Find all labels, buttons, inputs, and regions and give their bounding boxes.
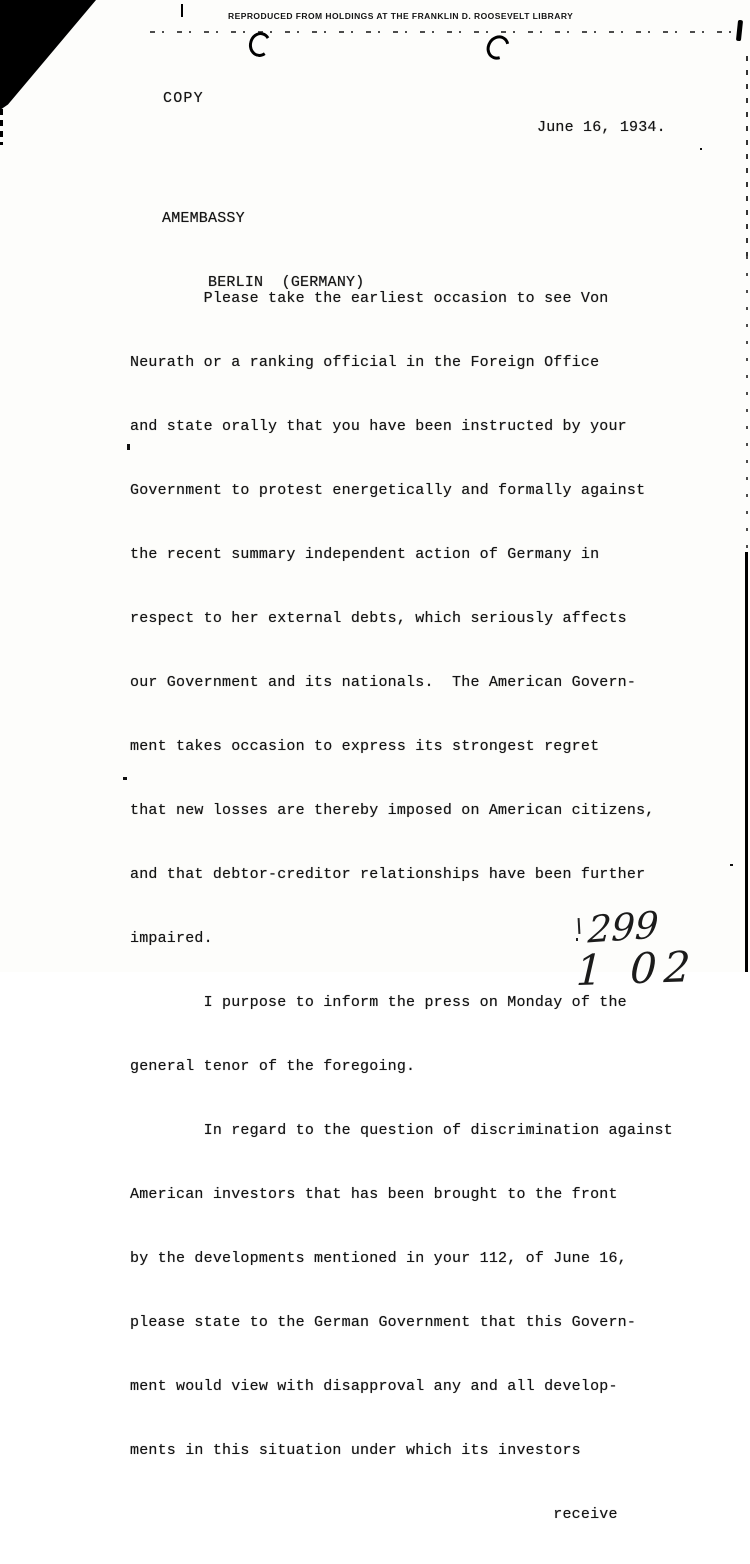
body-line: respect to her external debts, which seriously affects — [130, 610, 627, 627]
catchword-line: receive — [130, 1506, 618, 1523]
body-line: please state to the German Government that this Govern- — [130, 1314, 637, 1331]
body-line: by the developments mentioned in your 112, of June 16, — [130, 1250, 627, 1267]
body-line: ment would view with disapproval any and all develop- — [130, 1378, 618, 1395]
body-line: general tenor of the foregoing. — [130, 1058, 416, 1075]
body-line: that new losses are thereby imposed on American citizens, — [130, 802, 655, 819]
scan-speck — [700, 148, 702, 150]
page-edge-solid-line — [745, 552, 748, 972]
photocopy-corner-artifact — [0, 0, 100, 110]
scan-speck — [123, 777, 127, 780]
binder-ring-mark-right — [482, 31, 514, 64]
addressee-location: BERLIN (GERMANY) — [162, 274, 365, 291]
body-line: ment takes occasion to express its strongest regret — [130, 738, 600, 755]
page-edge-blob — [736, 20, 743, 41]
handwritten-dot — [576, 938, 578, 941]
body-line: impaired. — [130, 930, 213, 947]
binder-ring-mark-left — [247, 30, 274, 59]
letter-body — [130, 250, 673, 1564]
handwritten-partial-number: 1 02 — [575, 941, 699, 996]
stamp-tick-mark — [181, 4, 183, 17]
body-line: In regard to the question of discrimination against — [130, 1122, 673, 1139]
photocopy-edge-ticks — [0, 109, 3, 145]
body-line: American investors that has been brought to the front — [130, 1186, 618, 1203]
library-stamp: REPRODUCED FROM HOLDINGS AT THE FRANKLIN D. ROOSEVELT LIBRARY — [228, 11, 574, 21]
body-line: I purpose to inform the press on Monday of the — [130, 994, 627, 1011]
body-line: our Government and its nationals. The American Govern- — [130, 674, 637, 691]
body-line: Government to protest energetically and formally against — [130, 482, 646, 499]
body-line: Please take the earliest occasion to see Von — [130, 290, 609, 307]
body-line: and state orally that you have been instructed by your — [130, 418, 627, 435]
page-edge-dashes-top — [746, 56, 748, 256]
handwritten-page-number: 299 — [586, 903, 660, 952]
scan-speck — [730, 864, 733, 866]
body-line: Neurath or a ranking official in the Foreign Office — [130, 354, 600, 371]
addressee-name: AMEMBASSY — [162, 210, 245, 227]
body-line: the recent summary independent action of Germany in — [130, 546, 600, 563]
page-edge-dashes-mid — [746, 256, 748, 552]
body-line: and that debtor-creditor relationships have been further — [130, 866, 646, 883]
date-line: June 16, 1934. — [537, 119, 666, 136]
copy-label: COPY — [163, 90, 204, 107]
body-line: ments in this situation under which its investors — [130, 1442, 581, 1459]
fold-dashed-line — [150, 31, 742, 33]
